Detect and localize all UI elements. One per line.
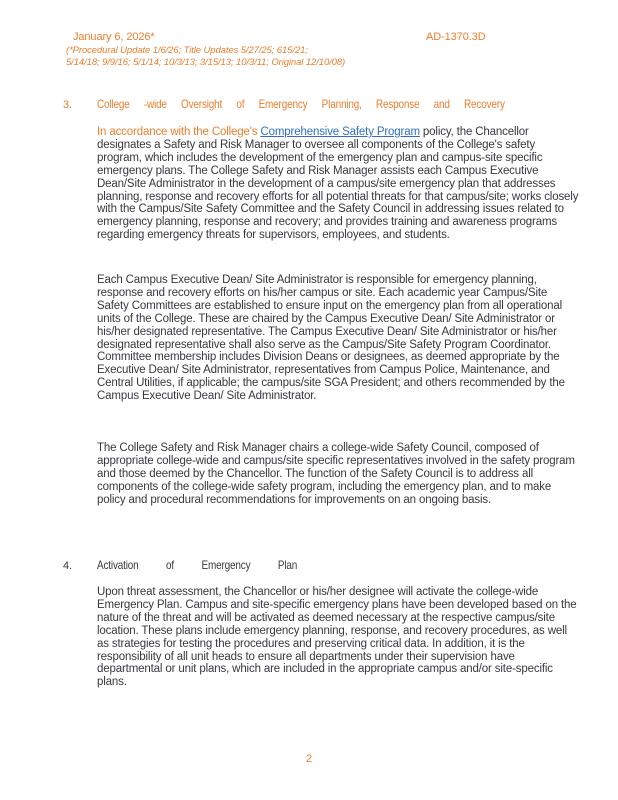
comprehensive-safety-program-link[interactable]: Comprehensive Safety Program (260, 126, 420, 138)
paragraph-lead-text: In accordance with the College's (97, 126, 261, 138)
document-number: AD-1370.3D (426, 31, 486, 43)
section-4-paragraph-1: Upon threat assessment, the Chancellor or his/her designee will activate the college-wide Emergency Plan. Campus and site-specific emergency plans have been developed based on the nature of the threat and will be activated as deemed necessary at the respective campus/site location. These plans include emergency planning, response, and recovery procedures, as well as strategies for testing the procedures and preserving critical data. In addition, it is the responsibility of all unit heads to ensure all departments under their supervision have departmental or unit plans, which are included in the appropriate campus and/or site-specific plans. (97, 586, 577, 689)
section-3-paragraph-2: Each Campus Executive Dean/ Site Administrator is responsible for emergency planning, response and recovery efforts on his/her campus or site. Each academic year Campus/Site Safety Committees are established to ensure input on the emergency plan from all operational units of the College. These are chaired by the Campus Executive Dean/ Site Administrator or his/her designated representative. The Campus Executive Dean/ Site Administrator or his/her designated representative shall also serve as the Campus/Site Safety Program Coordinator. Committee membership includes Division Deans or designees, as deemed appropriate by the Executive Dean/ Site Administrator, representatives from Campus Police, Maintenance, and Central Utilities, if applicable; the campus/site SGA President; and others recommended by the Campus Executive Dean/ Site Administrator. (97, 274, 565, 403)
section-4-heading (63, 558, 338, 572)
revision-note-line-1: (*Procedural Update 1/6/26; Title Updates 5/27/25; 615/21; (66, 45, 308, 56)
section-3-paragraph-1 (97, 126, 579, 242)
revision-note-line-2: 5/14/18; 9/9/16; 5/1/14; 10/3/13; 3/15/13; 10/3/11; Original 12/10/08) (66, 57, 346, 68)
page-number: 2 (305, 753, 313, 765)
revision-note (66, 45, 345, 69)
section-3-number: 3. (63, 99, 72, 111)
document-date: January 6, 2026* (73, 31, 155, 43)
section-3-heading (63, 97, 588, 111)
section-4-title: Activation of Emergency Plan (97, 558, 298, 572)
section-3-title: College -wide Oversight of Emergency Planning, Response and Recovery (97, 97, 505, 111)
paragraph-body-text: policy, the Chancellor designates a Safety and Risk Manager to oversee all components of the College's safety program, which includes the development of the emergency plan and campus-site specific emergency plans. The College Safety and Risk Manager assists each Campus Executive Dean/Site Administrator in the development of a campus/site emergency plan that addresses planning, response and recovery efforts for all potential threats for that campus/site; works closely with the Campus/Site Safety Committee and the Safety Council in addressing issues related to emergency planning, response and recovery; and provides training and awareness programs regarding emergency threats for supervisors, employees, and students. (97, 126, 579, 242)
section-4-number: 4. (63, 560, 72, 572)
section-3-paragraph-3: The College Safety and Risk Manager chairs a college-wide Safety Council, composed of appropriate college-wide and campus/site specific representatives involved in the safety program and those deemed by the Chancellor. The function of the Safety Council is to address all components of the college-wide safety program, including the emergency plan, and to make policy and procedural recommendations for improvements on an ongoing basis. (97, 442, 575, 506)
